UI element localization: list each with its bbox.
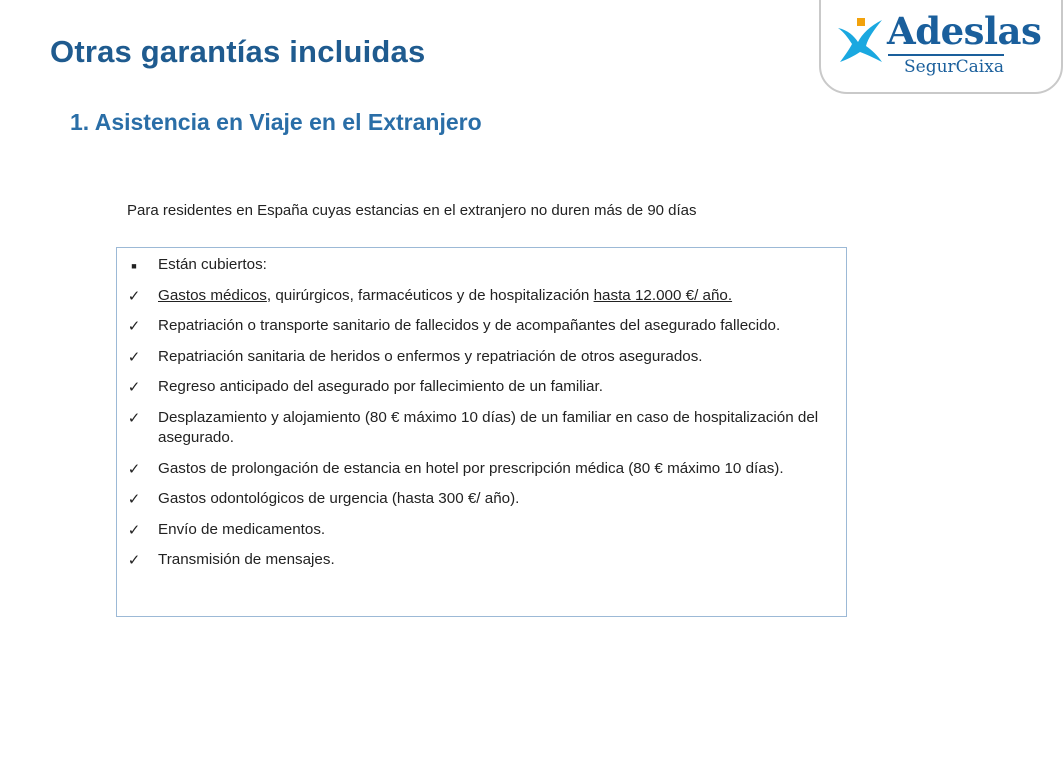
coverage-item-text: Gastos odontológicos de urgencia (hasta 300 €/ año). bbox=[158, 490, 520, 507]
adeslas-star-logo-icon bbox=[836, 16, 886, 64]
coverage-item bbox=[127, 377, 827, 398]
coverage-item-text: Envío de medicamentos. bbox=[158, 520, 326, 538]
coverage-item bbox=[127, 520, 827, 541]
checkmark-icon: ✓ bbox=[127, 408, 141, 427]
coverage-heading bbox=[127, 255, 827, 276]
checkmark-icon: ✓ bbox=[127, 490, 141, 508]
logo-subbrand: SegurCaixa bbox=[904, 57, 1004, 77]
coverage-item-text-underlined: Gastos médicos bbox=[158, 286, 267, 304]
coverage-heading-text: Están cubiertos: bbox=[158, 256, 267, 273]
logo-brand-name: Adeslas bbox=[887, 9, 1042, 53]
coverage-item-text: Regreso anticipado del asegurado por fallecimiento de un familiar. bbox=[158, 378, 603, 395]
section-subtitle: 1. Asistencia en Viaje en el Extranjero bbox=[70, 109, 482, 135]
coverage-item bbox=[127, 489, 827, 510]
coverage-item-text: Gastos de prolongación de estancia en hotel por prescripción médica (80 € máximo 10 días). bbox=[158, 459, 784, 477]
checkmark-icon: ✓ bbox=[127, 378, 141, 396]
coverage-item bbox=[127, 347, 827, 368]
checkmark-icon: ✓ bbox=[127, 520, 141, 539]
coverage-item bbox=[127, 316, 827, 337]
checkmark-icon: ✓ bbox=[127, 317, 141, 335]
checkmark-icon: ✓ bbox=[127, 286, 141, 305]
logo-divider bbox=[888, 54, 1004, 56]
slide-title: Otras garantías incluidas bbox=[50, 34, 426, 69]
coverage-list bbox=[127, 255, 827, 581]
coverage-item bbox=[127, 408, 827, 449]
coverage-item bbox=[127, 459, 827, 480]
checkmark-icon: ✓ bbox=[127, 347, 141, 366]
coverage-item-text: Repatriación o transporte sanitario de fallecidos y de acompañantes del asegurado fallecido. bbox=[158, 317, 781, 334]
coverage-item bbox=[127, 550, 827, 571]
square-bullet-icon: ■ bbox=[131, 261, 137, 271]
coverage-item-text: , quirúrgicos, farmacéuticos y de hospitalización bbox=[266, 286, 594, 304]
coverage-item-text: Desplazamiento y alojamiento (80 € máximo 10 días) de un familiar en caso de hospitalización del asegurado. bbox=[158, 408, 819, 446]
intro-text: Para residentes en España cuyas estancias en el extranjero no duren más de 90 días bbox=[127, 202, 697, 219]
coverage-item-limit: hasta 12.000 €/ año. bbox=[593, 286, 733, 304]
coverage-item-text: Transmisión de mensajes. bbox=[158, 551, 335, 568]
checkmark-icon: ✓ bbox=[127, 459, 141, 478]
checkmark-icon: ✓ bbox=[127, 551, 141, 569]
coverage-item bbox=[127, 286, 827, 307]
coverage-item-text: Repatriación sanitaria de heridos o enfermos y repatriación de otros asegurados. bbox=[158, 347, 703, 365]
